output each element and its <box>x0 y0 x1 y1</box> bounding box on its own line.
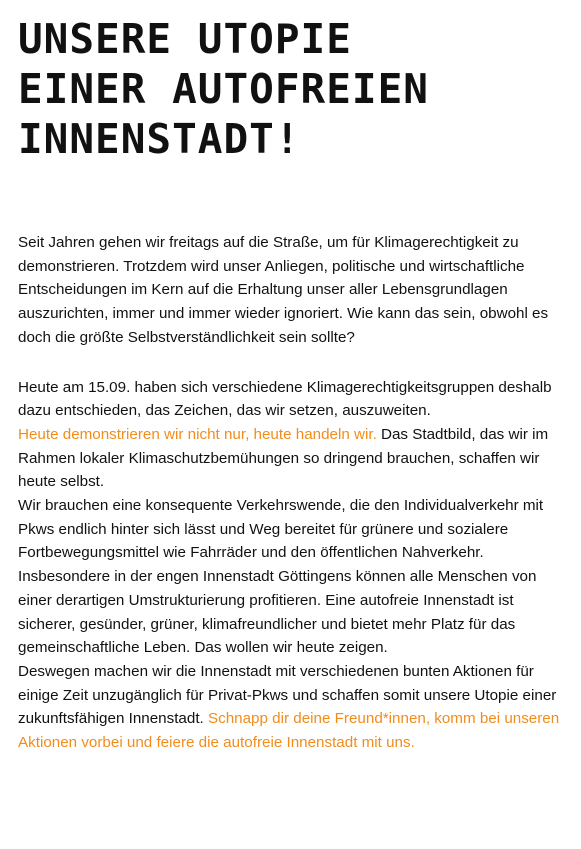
body-sentence-stadtbild: Das Stadtbild, das wir im Rahmen lokaler Klimaschutzbemühungen so dringend brauchen, schaffen wir heute selbst. <box>18 425 549 491</box>
body-sentence-verkehrswende: Wir brauchen eine konsequente Verkehrswende, die den Individualverkehr mit Pkws endlich hinter sich lässt und Weg bereitet für grünere und sozialere Fortbewegungsmittel wie Fahrräder und den öffentlichen Nahverkehr. <box>18 497 544 562</box>
body-sentence-date: Heute am 15.09. haben sich verschiedene Klimagerechtigkeitsgruppen deshalb dazu entschieden, das Zeichen, das wir setzen, auszuweiten. <box>18 378 552 420</box>
title-line-3: INNENSTADT! <box>18 115 301 163</box>
body-sentence-aktionen: Deswegen machen wir die Innenstadt mit verschiedenen bunten Aktionen für einige Zeit unzugänglich für Privat-Pkws und schaffen somit unsere Utopie einer zukunftsfähigen Innenstadt. <box>18 662 557 728</box>
highlight-invitation: Schnapp dir deine Freund*innen, komm bei unseren Aktionen vorbei und feiere die autofreie Innenstadt mit uns. <box>18 710 560 752</box>
highlight-action: Heute demonstrieren wir nicht nur, heute handeln wir. <box>18 425 377 443</box>
title-line-1: UNSERE UTOPIE <box>18 15 352 63</box>
intro-paragraph: Seit Jahren gehen wir freitags auf die Straße, um für Klimagerechtigkeit zu demonstrieren. Trotzdem wird unser Anliegen, politische und wirtschaftliche Entscheidungen im Kern auf die Erhaltung unser aller Lebensgrundlagen auszurichten, immer und immer wieder ignoriert. Wie kann das sein, obwohl es doch die größte Selbstverständlichkeit sein sollte? <box>18 234 549 346</box>
page-title <box>18 14 566 164</box>
title-line-2: EINER AUTOFREIEN <box>18 65 429 113</box>
body-sentence-goettingen: Insbesondere in der engen Innenstadt Göttingens können alle Menschen von einer derartigen Umstrukturierung profitieren. Eine autofreie Innenstadt ist sicherer, gesünder, grüner, klimafreundlicher und bietet mehr Platz für das gemeinschaftliche Leben. Das wollen wir heute zeigen. <box>18 568 537 657</box>
body-paragraph <box>18 376 566 755</box>
page-content <box>18 14 566 755</box>
